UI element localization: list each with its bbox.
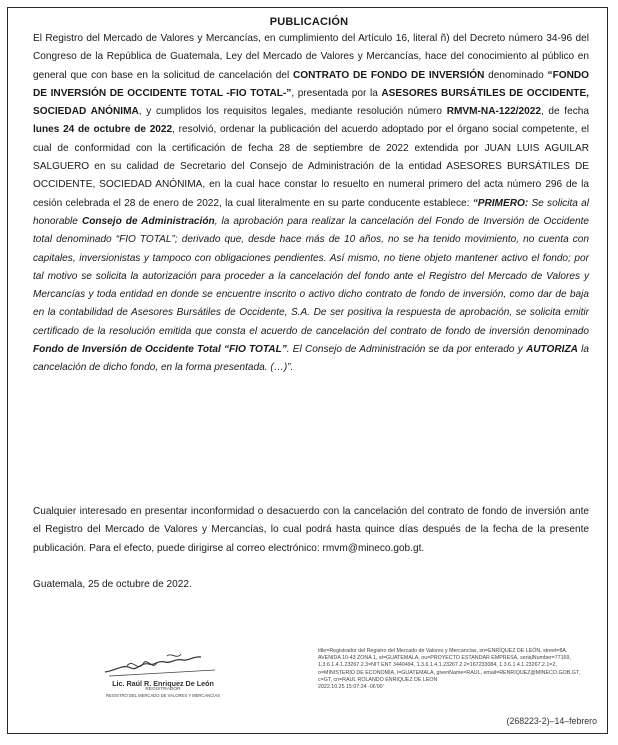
- text: , presentada por la: [291, 87, 382, 99]
- quote-text: , la aprobación para realizar la cancelación del Fondo de Inversión de Occidente total denominado “FIO TOTAL”; derivado que, desde hace más de 10 años, no se ha tenido movimiento, no cuenta con capitales, inversionistas y tampoco con obligaciones pendientes. Así mismo, no tiene objeto mantener activo el fondo; por tal motivo se solicita la autorización para proceder a la cancelación del fondo ante el Registro del Mercado de Valores y Mercancías y toda entidad en donde se encuentre inscrito o activo dicho contrato de fondo de inversión, como dar de baja en la contabilidad de Asesores Bursátiles de Occidente, S.A. De ser positiva la respuesta de aprobación, se solicita emitir certificado de la resolución emitida que consta el acuerdo de cancelación del contrato de fondo de inversión denominado: [33, 215, 589, 337]
- paragraph-main: [33, 30, 589, 489]
- signer-registry: REGISTRO DEL MERCADO DE VALORES Y MERCANCÍAS: [105, 693, 221, 698]
- resolution-date: lunes 24 de octubre de 2022: [33, 124, 173, 136]
- page-title: PUBLICACIÓN: [269, 16, 349, 28]
- quote-text: Se solicita al honorable: [33, 197, 589, 227]
- signer-name: Lic. Raúl R. Enriquez De León: [112, 679, 214, 688]
- text: , de fecha: [540, 106, 589, 118]
- signer-role: REGISTRADOR: [145, 687, 181, 692]
- text: , y cumplidos los requisitos legales, mediante resolución número: [138, 106, 447, 118]
- quote-text: . El Consejo de Administración se da por enterado y: [286, 344, 526, 356]
- digital-signature-text: title=Registrador del Registro del Mercado de Valores y Mercancías, sn=ENRÍQUEZ DE LEÓN, street=8A. AVENIDA 10-43 ZONA 1, st=GUATEMALA, ou=PROYECTO ESTANDAR EMPRESA, serialNumber=77169, 1.3.6.1.4.1.23267.2.3=NIT ENT 3440494, 1.3.6.1.4.1.23267.2.2=167233084, 1.3.6.1.4.1.23267.2.1=2, o=MINISTERIO DE ECONOMIA, l=GUATEMALA, givenName=RAUL, email=RENRIQUEZ@MINECO.GOB.GT, c=GT, cn=RAUL ROLANDO ENRIQUEZ DE LEON 2022.10.25 15:07:24 -06'00': [318, 648, 580, 691]
- quote-fund-name: Fondo de Inversión de Occidente Total “FIO TOTAL”: [33, 344, 287, 356]
- text: El Registro del Mercado de Valores y Mercancías, en cumplimiento del Artículo 16, literal ñ) del Decreto número 34-96 del Congreso de la República de Guatemala, Ley del Mercado de Valores y Mercancías, hace del conocimiento al público en general que con base en la solicitud de cancelación del: [33, 33, 589, 81]
- text: denominado: [484, 69, 548, 81]
- signature-block: [73, 642, 253, 702]
- text: , resolvió, ordenar la publicación del acuerdo adoptado por el órgano social competente, el cual de conformidad con la certificación de fecha 28 de septiembre de 2022 extendida por JUAN LUIS AGUILAR SALGUERO en su calidad de Secretario del Consejo de Administración de la entidad ASESORES BURSÁTILES DE OCCIDENTE, SOCIEDAD ANÓNIMA, en la cual hace constar lo resuelto en numeral primero del acta número 296 de la cesión celebrada el 28 de enero de 2022, la cual literalmente en su parte conducente establece:: [33, 124, 589, 209]
- quote-autoriza: AUTORIZA: [525, 344, 578, 356]
- publication-body: [33, 30, 589, 594]
- quote-primero: “PRIMERO:: [472, 197, 529, 209]
- quote-text: la cancelación de dicho fondo, en la forma presentada. (…)”.: [33, 344, 589, 374]
- paragraph-objection: Cualquier interesado en presentar inconformidad o desacuerdo con la cancelación del contrato de fondo de inversión ante el Registro del Mercado de Valores y Mercancías, lo cual podrá hasta quince días después de la fecha de la presente publicación. Para el efecto, puede dirigirse al correo electrónico: rmvm@mineco.gob.gt.: [33, 506, 589, 554]
- contract-label: CONTRATO DE FONDO DE INVERSIÓN: [293, 69, 485, 81]
- company-name: ASESORES BURSÁTILES DE OCCIDENTE, SOCIEDAD ANÓNIMA: [33, 87, 589, 118]
- resolution-number: RMVM-NA-122/2022: [446, 106, 541, 118]
- publication-reference: (268223-2)–14–febrero: [506, 716, 597, 726]
- fund-name: “FONDO DE INVERSIÓN DE OCCIDENTE TOTAL -FIO TOTAL-”: [33, 69, 590, 99]
- handwritten-signature-icon: [97, 642, 227, 682]
- place-date: Guatemala, 25 de octubre de 2022.: [33, 578, 192, 590]
- quote-board: Consejo de Administración: [81, 215, 215, 227]
